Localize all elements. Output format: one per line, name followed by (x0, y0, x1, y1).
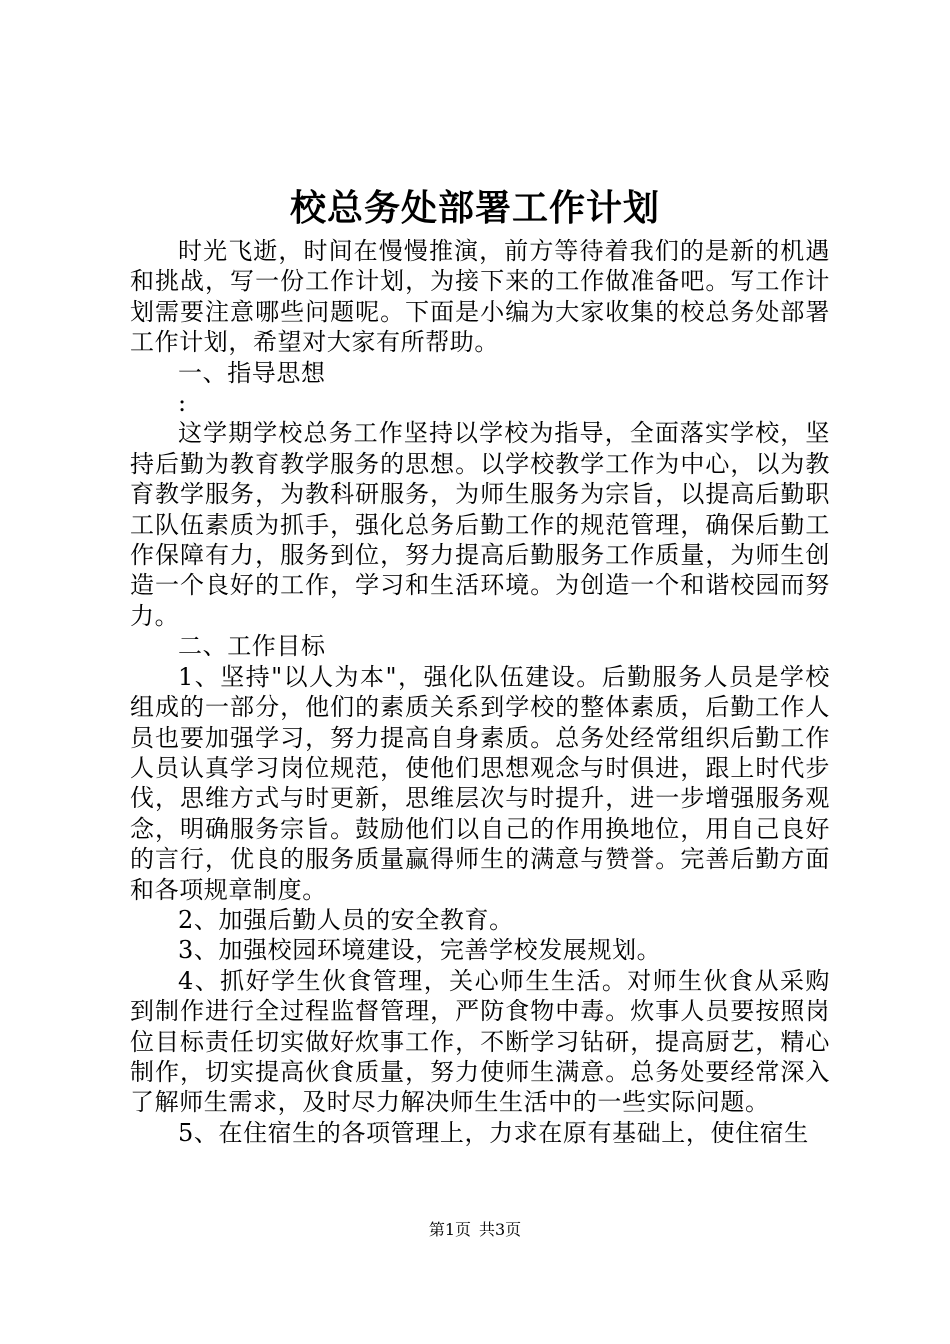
page-footer (0, 1218, 950, 1242)
colon-line: : (178, 389, 187, 418)
page-total: 共3页 (479, 1220, 522, 1239)
guiding-thought-paragraph: 这学期学校总务工作坚持以学校为指导，全面落实学校，坚持后勤为教育教学服务的思想。以学校教学工作为中心，以为教育教学服务，为教科研服务，为师生服务为宗旨，以提高后勤职工队伍素质为抓手，强化总务后勤工作的规范管理，确保后勤工作保障有力，服务到位，努力提高后勤服务工作质量，为师生创造一个良好的工作，学习和生活环境。为创造一个和谐校园而努力。 (130, 419, 830, 630)
goal-item-2: 2、加强后勤人员的安全教育。 (178, 905, 514, 934)
goal-item-5: 5、在住宿生的各项管理上，力求在原有基础上，使住宿生 (178, 1118, 809, 1147)
intro-paragraph: 时光飞逝，时间在慢慢推演，前方等待着我们的是新的机遇和挑战，写一份工作计划，为接下来的工作做准备吧。写工作计划需要注意哪些问题呢。下面是小编为大家收集的校总务处部署工作计划，希望对大家有所帮助。 (130, 237, 830, 357)
page-number: 第1页 (428, 1220, 471, 1239)
section-heading-guiding-thought: 一、指导思想 (178, 358, 326, 387)
goal-item-3: 3、加强校园环境建设，完善学校发展规划。 (178, 936, 662, 965)
goal-item-4: 4、抓好学生伙食管理，关心师生生活。对师生伙食从采购到制作进行全过程监督管理，严防食物中毒。炊事人员要按照岗位目标责任切实做好炊事工作，不断学习钻研，提高厨艺，精心制作，切实提高伙食质量，努力使师生满意。总务处要经常深入了解师生需求，及时尽力解决师生生活中的一些实际问题。 (130, 966, 830, 1117)
document-body (130, 236, 830, 1148)
document-title: 校总务处部署工作计划 (289, 188, 660, 229)
goal-item-1: 1、坚持"以人为本"，强化队伍建设。后勤服务人员是学校组成的一部分，他们的素质关系到学校的整体素质，后勤工作人员也要加强学习，努力提高自身素质。总务处经常组织后勤工作人员认真学习岗位规范，使他们思想观念与时俱进，跟上时代步伐，思维方式与时更新，思维层次与时提升，进一步增强服务观念，明确服务宗旨。鼓励他们以自己的作用换地位，用自己良好的言行，优良的服务质量赢得师生的满意与赞誉。完善后勤方面和各项规章制度。 (130, 662, 830, 904)
section-heading-work-goals: 二、工作目标 (178, 632, 326, 661)
